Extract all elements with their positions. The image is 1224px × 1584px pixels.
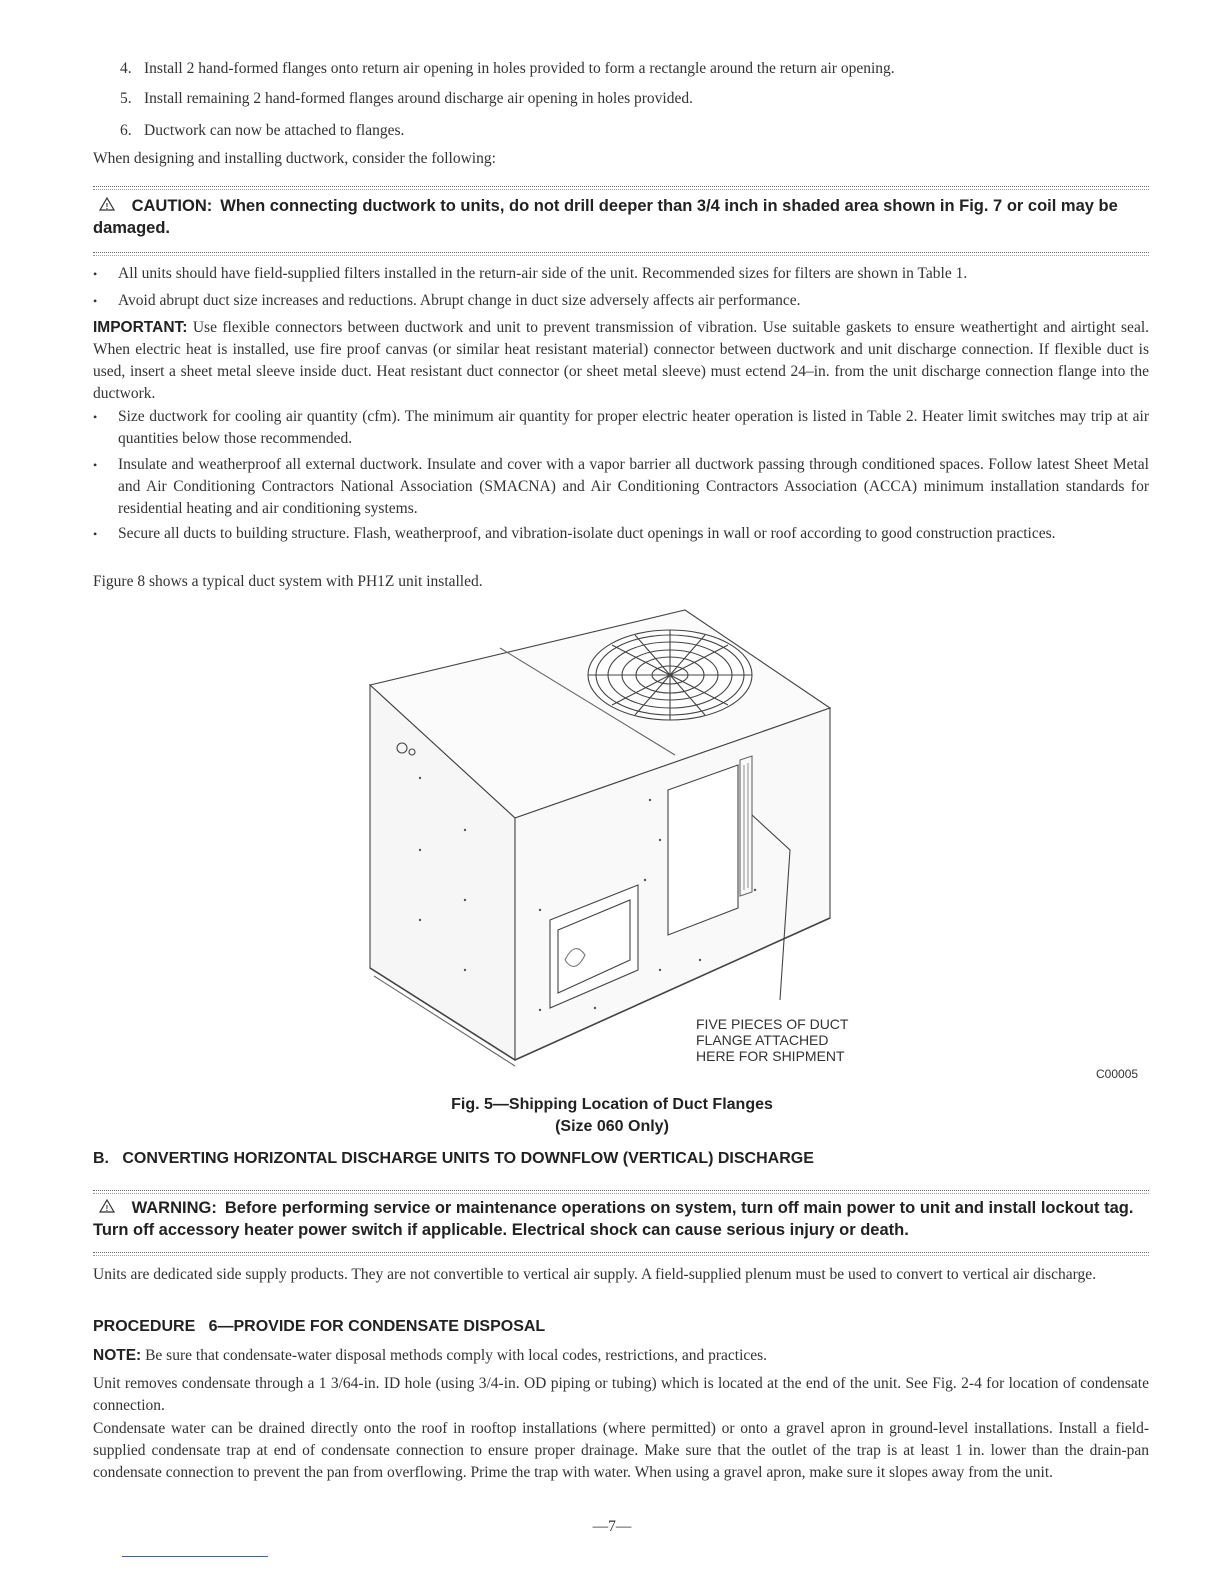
- warning-triangle-icon: [99, 195, 119, 217]
- list-item: [93, 290, 1149, 312]
- note-text: Be sure that condensate-water disposal methods comply with local codes, restrictions, and practices.: [145, 1347, 768, 1364]
- bullet-icon: •: [93, 410, 98, 424]
- section-heading: B. CONVERTING HORIZONTAL DISCHARGE UNITS TO DOWNFLOW (VERTICAL) DISCHARGE: [93, 1150, 814, 1167]
- warning-triangle-icon: [99, 1197, 119, 1219]
- warning-box: [93, 1197, 1149, 1241]
- step-number: 5.: [120, 90, 132, 107]
- bullet-icon: •: [93, 458, 98, 472]
- note-paragraph: [93, 1345, 1149, 1367]
- list-item: [93, 263, 1149, 285]
- step-5: [120, 88, 693, 110]
- svg-text:!: !: [105, 202, 109, 211]
- caution-text: When connecting ductwork to units, do not drill deeper than 3/4 inch in shaded area shown in Fig. 7 or coil may be damaged.: [93, 197, 1118, 237]
- figure-reference-text: Figure 8 shows a typical duct system with PH1Z unit installed.: [93, 573, 483, 590]
- callout-line-1: FIVE PIECES OF DUCT: [696, 1016, 849, 1032]
- step-text: Install 2 hand-formed flanges onto return air opening in holes provided to form a rectangle around the return air opening.: [144, 60, 895, 77]
- list-item-text: Insulate and weatherproof all external ductwork. Insulate and cover with a vapor barrier all ductwork passing through conditioned spaces. Follow latest Sheet Metal and Air Conditioning Contractors National Association (SMACNA) and Air Conditioning Contractors Association (ACCA) minimum installation standards for residential heating and air conditioning systems.: [118, 456, 1149, 517]
- list-item-text: Size ductwork for cooling air quantity (cfm). The minimum air quantity for proper electric heater operation is listed in Table 2. Heater limit switches may trip at air quantities below those recommended.: [118, 408, 1149, 447]
- warning-bottom-rule: [93, 1252, 1149, 1256]
- step-text: Install remaining 2 hand-formed flanges around discharge air opening in holes provided.: [144, 90, 693, 107]
- figure-caption-line-2: (Size 060 Only): [555, 1118, 669, 1135]
- warning-text: Before performing service or maintenance operations on system, turn off main power to unit and install lockout tag. Turn off accessory heater power switch if applicable. Electrical shock can cause serious injury or death.: [93, 1199, 1134, 1239]
- important-paragraph: [93, 317, 1149, 405]
- caution-bottom-rule: [93, 252, 1149, 256]
- warning-label: WARNING:: [131, 1199, 217, 1217]
- note-label: NOTE:: [93, 1347, 142, 1364]
- bullet-icon: •: [93, 527, 98, 541]
- svg-text:!: !: [105, 1204, 109, 1213]
- step-number: 4.: [120, 60, 132, 77]
- list-item: [93, 406, 1149, 450]
- caution-label: CAUTION:: [131, 197, 213, 215]
- condensate-removal-paragraph: Unit removes condensate through a 1 3/64-in. ID hole (using 3/4-in. OD piping or tubing) which is located at the end of the unit. See Fig. 2-4 for location of condensate connection.: [93, 1375, 1149, 1414]
- step-number: 6.: [120, 122, 132, 139]
- procedure-heading: PROCEDURE 6—PROVIDE FOR CONDENSATE DISPOSAL: [93, 1318, 546, 1335]
- bullet-icon: •: [93, 294, 98, 308]
- step-4: [120, 58, 895, 80]
- figure-caption-line-1: Fig. 5—Shipping Location of Duct Flanges: [451, 1096, 773, 1113]
- callout-line-2: FLANGE ATTACHED: [696, 1032, 829, 1048]
- callout-line-3: HERE FOR SHIPMENT: [696, 1048, 845, 1064]
- figure-code: C00005: [1096, 1067, 1139, 1081]
- units-paragraph: Units are dedicated side supply products. They are not convertible to vertical air supply. A field-supplied plenum must be used to convert to vertical air discharge.: [93, 1266, 1097, 1283]
- important-text: Use flexible connectors between ductwork and unit to prevent transmission of vibration. Use suitable gaskets to ensure weathertight and airtight seal. When electric heat is installed, use fire proof canvas (or similar heat resistant material) connector between ductwork and unit discharge connection. If flexible duct is used, insert a sheet metal sleeve inside duct. Heat resistant duct connector (or sheet metal sleeve) must ectend 24–in. from the unit discharge connection flange into the ductwork.: [93, 319, 1150, 402]
- intro-text: When designing and installing ductwork, consider the following:: [93, 150, 496, 167]
- page-number: —7—: [592, 1518, 632, 1535]
- condensate-drain-paragraph: Condensate water can be drained directly onto the roof in rooftop installations (where permitted) or onto a gravel apron in ground-level installations. Install a field-supplied condensate trap at end of condensate connection to ensure proper drainage. Make sure that the outlet of the trap is at least 1 in. lower than the drain-pan condensate connection to prevent the pan from overflowing. Prime the trap with water. When using a gravel apron, make sure it slopes away from the unit.: [93, 1420, 1149, 1481]
- caution-top-rule: [93, 186, 1149, 190]
- important-label: IMPORTANT:: [93, 319, 188, 336]
- step-6: [120, 120, 404, 142]
- unit-illustration: [360, 600, 860, 1070]
- list-item-text: All units should have field-supplied filters installed in the return-air side of the unit. Recommended sizes for filters are shown in Table 1.: [118, 265, 968, 282]
- bottom-divider: [122, 1556, 268, 1557]
- warning-top-rule: [93, 1190, 1149, 1194]
- caution-box: [93, 195, 1149, 239]
- list-item: [93, 454, 1149, 520]
- step-text: Ductwork can now be attached to flanges.: [144, 122, 405, 139]
- list-item: [93, 523, 1149, 545]
- bullet-icon: •: [93, 267, 98, 281]
- list-item-text: Secure all ducts to building structure. Flash, weatherproof, and vibration-isolate duct openings in wall or roof according to good construction practices.: [118, 525, 1056, 542]
- list-item-text: Avoid abrupt duct size increases and reductions. Abrupt change in duct size adversely affects air performance.: [118, 292, 801, 309]
